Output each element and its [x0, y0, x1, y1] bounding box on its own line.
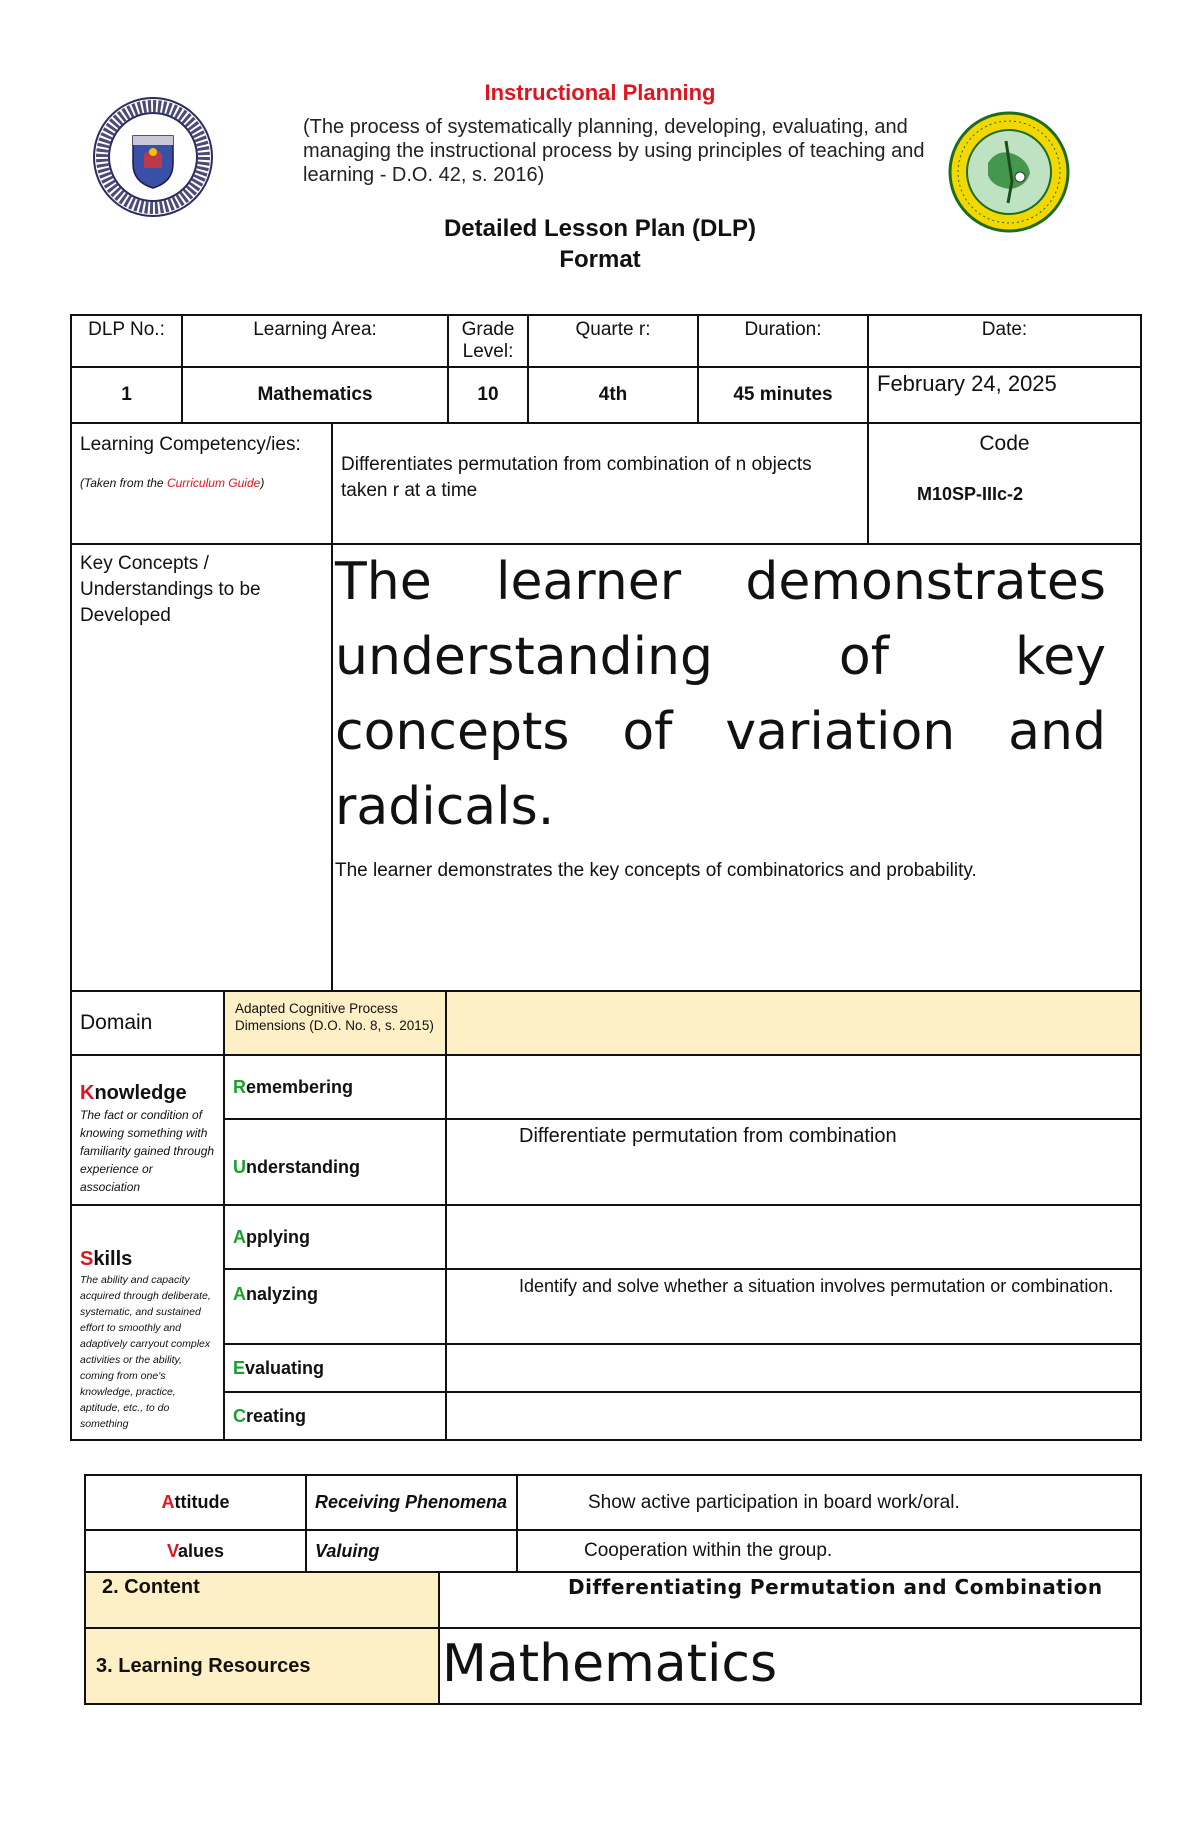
competency-text: Differentiates permutation from combination of n objects taken r at a time [332, 423, 868, 544]
learning-area-label: Learning Area: [182, 315, 448, 367]
skills-description: The ability and capacity acquired through deliberate, systematic, and sustained effort to smoothly and adaptively carryout complex activities or the ability, coming from one's knowledge, practice, aptitude, etc., to do something [80, 1274, 211, 1430]
understanding-initial: U [233, 1157, 246, 1177]
quarter-value: 4th [528, 367, 698, 423]
competency-label-cell [71, 423, 332, 544]
competency-note-prefix: (Taken from the [80, 476, 167, 490]
remembering-initial: R [233, 1076, 246, 1097]
attitude-values-table [84, 1474, 1142, 1573]
attitude-process: Receiving Phenomena [306, 1475, 517, 1530]
understanding-rest: nderstanding [246, 1157, 361, 1177]
creating-label [224, 1392, 446, 1440]
understanding-text: Differentiate permutation from combination [446, 1119, 1141, 1205]
date-label: Date: [868, 315, 1141, 367]
applying-initial: A [233, 1226, 246, 1247]
duration-value: 45 minutes [698, 367, 868, 423]
learning-resources-label: 3. Learning Resources [85, 1628, 439, 1704]
knowledge-heading [80, 1082, 215, 1104]
creating-text [446, 1392, 1141, 1440]
key-concepts-main-text: The learner demonstrates understanding of key concepts of variation and radicals. [335, 552, 1106, 837]
cognitive-process-header: Adapted Cognitive Process Dimensions (D.O. No. 8, s. 2015) [224, 991, 446, 1055]
content-resources-table [84, 1571, 1142, 1705]
evaluating-text [446, 1344, 1141, 1392]
domain-table [70, 990, 1142, 1441]
attitude-initial: A [161, 1492, 175, 1512]
understanding-label [224, 1119, 446, 1205]
values-label [85, 1530, 306, 1572]
skills-initial: S [80, 1248, 94, 1270]
grade-level-value: 10 [448, 367, 528, 423]
competency-label: Learning Competency/ies: [80, 434, 301, 455]
evaluating-initial: E [233, 1357, 246, 1378]
applying-text [446, 1205, 1141, 1269]
skills-heading [80, 1248, 215, 1270]
key-concepts-cell [332, 544, 1141, 991]
evaluating-label [224, 1344, 446, 1392]
attitude-rest: ttitude [174, 1492, 230, 1512]
header-description: (The process of systematically planning, developing, evaluating, and managing the instructional process by using principles of teaching and learning - D.O. 42, s. 2016) [303, 116, 925, 186]
knowledge-rest: nowledge [94, 1082, 187, 1104]
attitude-text: Show active participation in board work/oral. [517, 1475, 1141, 1530]
values-initial: V [166, 1540, 178, 1561]
applying-rest: pplying [246, 1226, 310, 1247]
key-concepts-sub-text: The learner demonstrates the key concepts of combinatorics and probability. [335, 860, 977, 881]
evaluating-rest: valuating [245, 1357, 325, 1378]
date-value: February 24, 2025 [868, 367, 1141, 423]
dlp-no-label: DLP No.: [71, 315, 182, 367]
curriculum-guide-reference: Curriculum Guide [166, 476, 261, 490]
quarter-label: Quarte r: [528, 315, 698, 367]
knowledge-description: The fact or condition of knowing something with familiarity gained through experience or association [80, 1108, 215, 1194]
values-process: Valuing [306, 1530, 517, 1572]
deped-seal-logo [92, 96, 214, 218]
knowledge-initial: K [80, 1082, 95, 1104]
competency-note-suffix: ) [260, 476, 265, 490]
domain-header: Domain [71, 991, 224, 1055]
key-concepts-label: Key Concepts / Understandings to be Developed [71, 544, 332, 991]
dlp-title-line1: Detailed Lesson Plan (DLP) [443, 215, 757, 242]
remembering-rest: emembering [246, 1076, 354, 1097]
knowledge-domain-cell [71, 1055, 224, 1205]
learning-resources-text: Mathematics [439, 1628, 1141, 1704]
attitude-label [85, 1475, 306, 1530]
content-label: 2. Content [85, 1572, 439, 1628]
values-text: Cooperation within the group. [517, 1530, 1141, 1572]
duration-label: Duration: [698, 315, 868, 367]
competency-code-cell [868, 423, 1141, 544]
applying-label [224, 1205, 446, 1269]
skills-rest: kills [93, 1248, 133, 1270]
dlp-title [0, 213, 1200, 275]
domain-header-blank [446, 991, 1141, 1055]
grade-level-label: Grade Level: [448, 315, 528, 367]
skills-domain-cell [71, 1205, 224, 1440]
analyzing-text: Identify and solve whether a situation involves permutation or combination. [446, 1269, 1141, 1344]
dlp-no-value: 1 [71, 367, 182, 423]
remembering-text [446, 1055, 1141, 1119]
dlp-main-table [70, 314, 1142, 992]
header-title: Instructional Planning [484, 80, 716, 105]
learning-area-value: Mathematics [182, 367, 448, 423]
content-text: Differentiating Permutation and Combination [439, 1572, 1141, 1628]
dlp-title-line2: Format [559, 246, 641, 273]
competency-note [80, 476, 323, 491]
analyzing-rest: nalyzing [246, 1284, 319, 1304]
analyzing-label [224, 1269, 446, 1344]
analyzing-initial: A [233, 1284, 246, 1304]
values-rest: alues [177, 1540, 225, 1561]
creating-initial: C [233, 1405, 246, 1426]
creating-rest: reating [246, 1405, 307, 1426]
code-label: Code [979, 432, 1030, 455]
code-value: M10SP-IIIc-2 [917, 484, 1024, 504]
remembering-label [224, 1055, 446, 1119]
